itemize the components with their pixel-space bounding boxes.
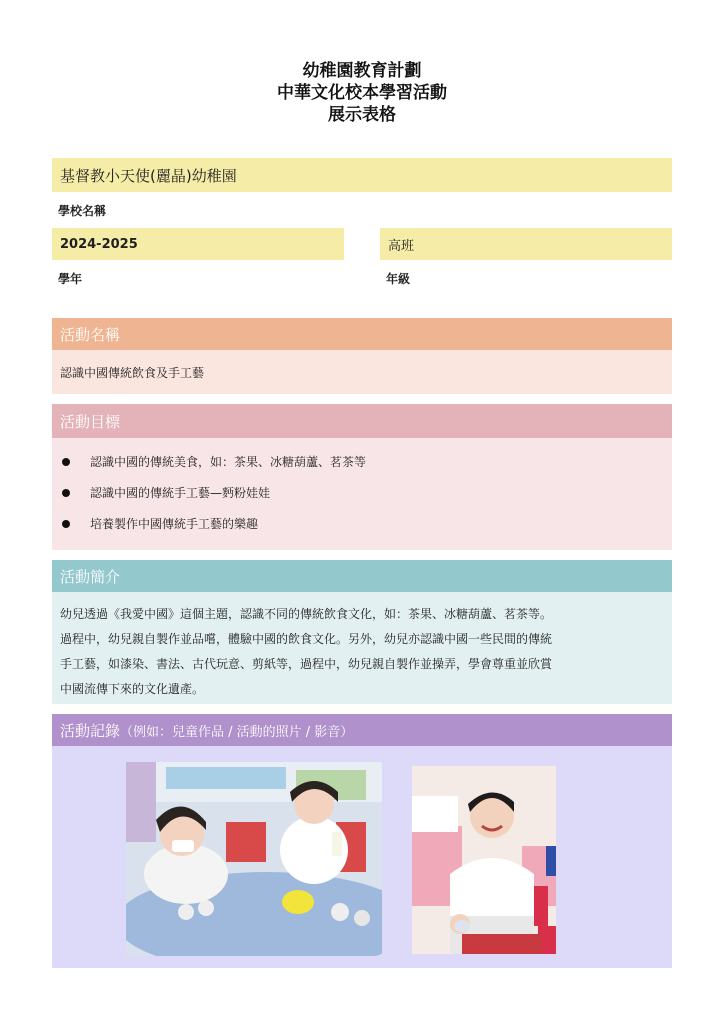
activity-record-title: 活動記錄 [60, 721, 121, 740]
bullet-icon [62, 489, 70, 497]
grade-label: 年級 [386, 272, 411, 286]
intro-line: 過程中，幼兒親自製作並品嚐，體驗中國的飲食文化。另外，幼兒亦認識中國一些民間的傳統 [60, 632, 553, 646]
goal-text: 認識中國的傳統美食，如：茶果、冰糖葫蘆、茗茶等 [90, 455, 367, 469]
school-name-label: 學校名稱 [58, 204, 107, 218]
school-name-field: 基督教小天使(麗晶)幼稚園 [52, 158, 672, 192]
title-line-3: 展示表格 [328, 105, 396, 125]
activity-goals-list [52, 438, 672, 550]
goal-text: 培養製作中國傳統手工藝的樂趣 [90, 517, 259, 531]
title-line-1: 幼稚園教育計劃 [302, 61, 422, 81]
activity-intro-heading: 活動簡介 [52, 560, 672, 592]
intro-line: 手工藝，如漆染、書法、古代玩意、剪紙等，過程中，幼兒親自製作並操弄，學會尊重並欣賞 [60, 657, 553, 671]
document-title [0, 60, 724, 126]
bullet-icon [62, 458, 70, 466]
school-year-field: 2024-2025 [52, 228, 344, 260]
goal-item [60, 477, 672, 508]
activity-photo-children-crafting [126, 762, 382, 956]
activity-goals-heading: 活動目標 [52, 404, 672, 438]
intro-line: 幼兒透過《我愛中國》這個主題，認識不同的傳統飲食文化，如：茶果、冰糖葫蘆、茗茶等。 [60, 607, 553, 621]
goal-item [60, 446, 672, 477]
activity-name-heading: 活動名稱 [52, 318, 672, 350]
activity-record-note: （例如：兒童作品 / 活動的照片 / 影音） [120, 724, 354, 740]
school-year-label: 學年 [58, 272, 83, 286]
goal-text: 認識中國的傳統手工藝—麪粉娃娃 [90, 486, 271, 500]
intro-line: 中國流傳下來的文化遺產。 [60, 682, 205, 696]
bullet-icon [62, 520, 70, 528]
title-line-2: 中華文化校本學習活動 [277, 83, 447, 103]
goal-item [60, 508, 672, 539]
activity-intro-text [52, 592, 672, 704]
activity-record-heading [52, 714, 672, 746]
grade-field: 高班 [380, 228, 672, 260]
activity-name-value: 認識中國傳統飲食及手工藝 [52, 350, 672, 394]
activity-photo-boy-smiling [412, 766, 556, 954]
